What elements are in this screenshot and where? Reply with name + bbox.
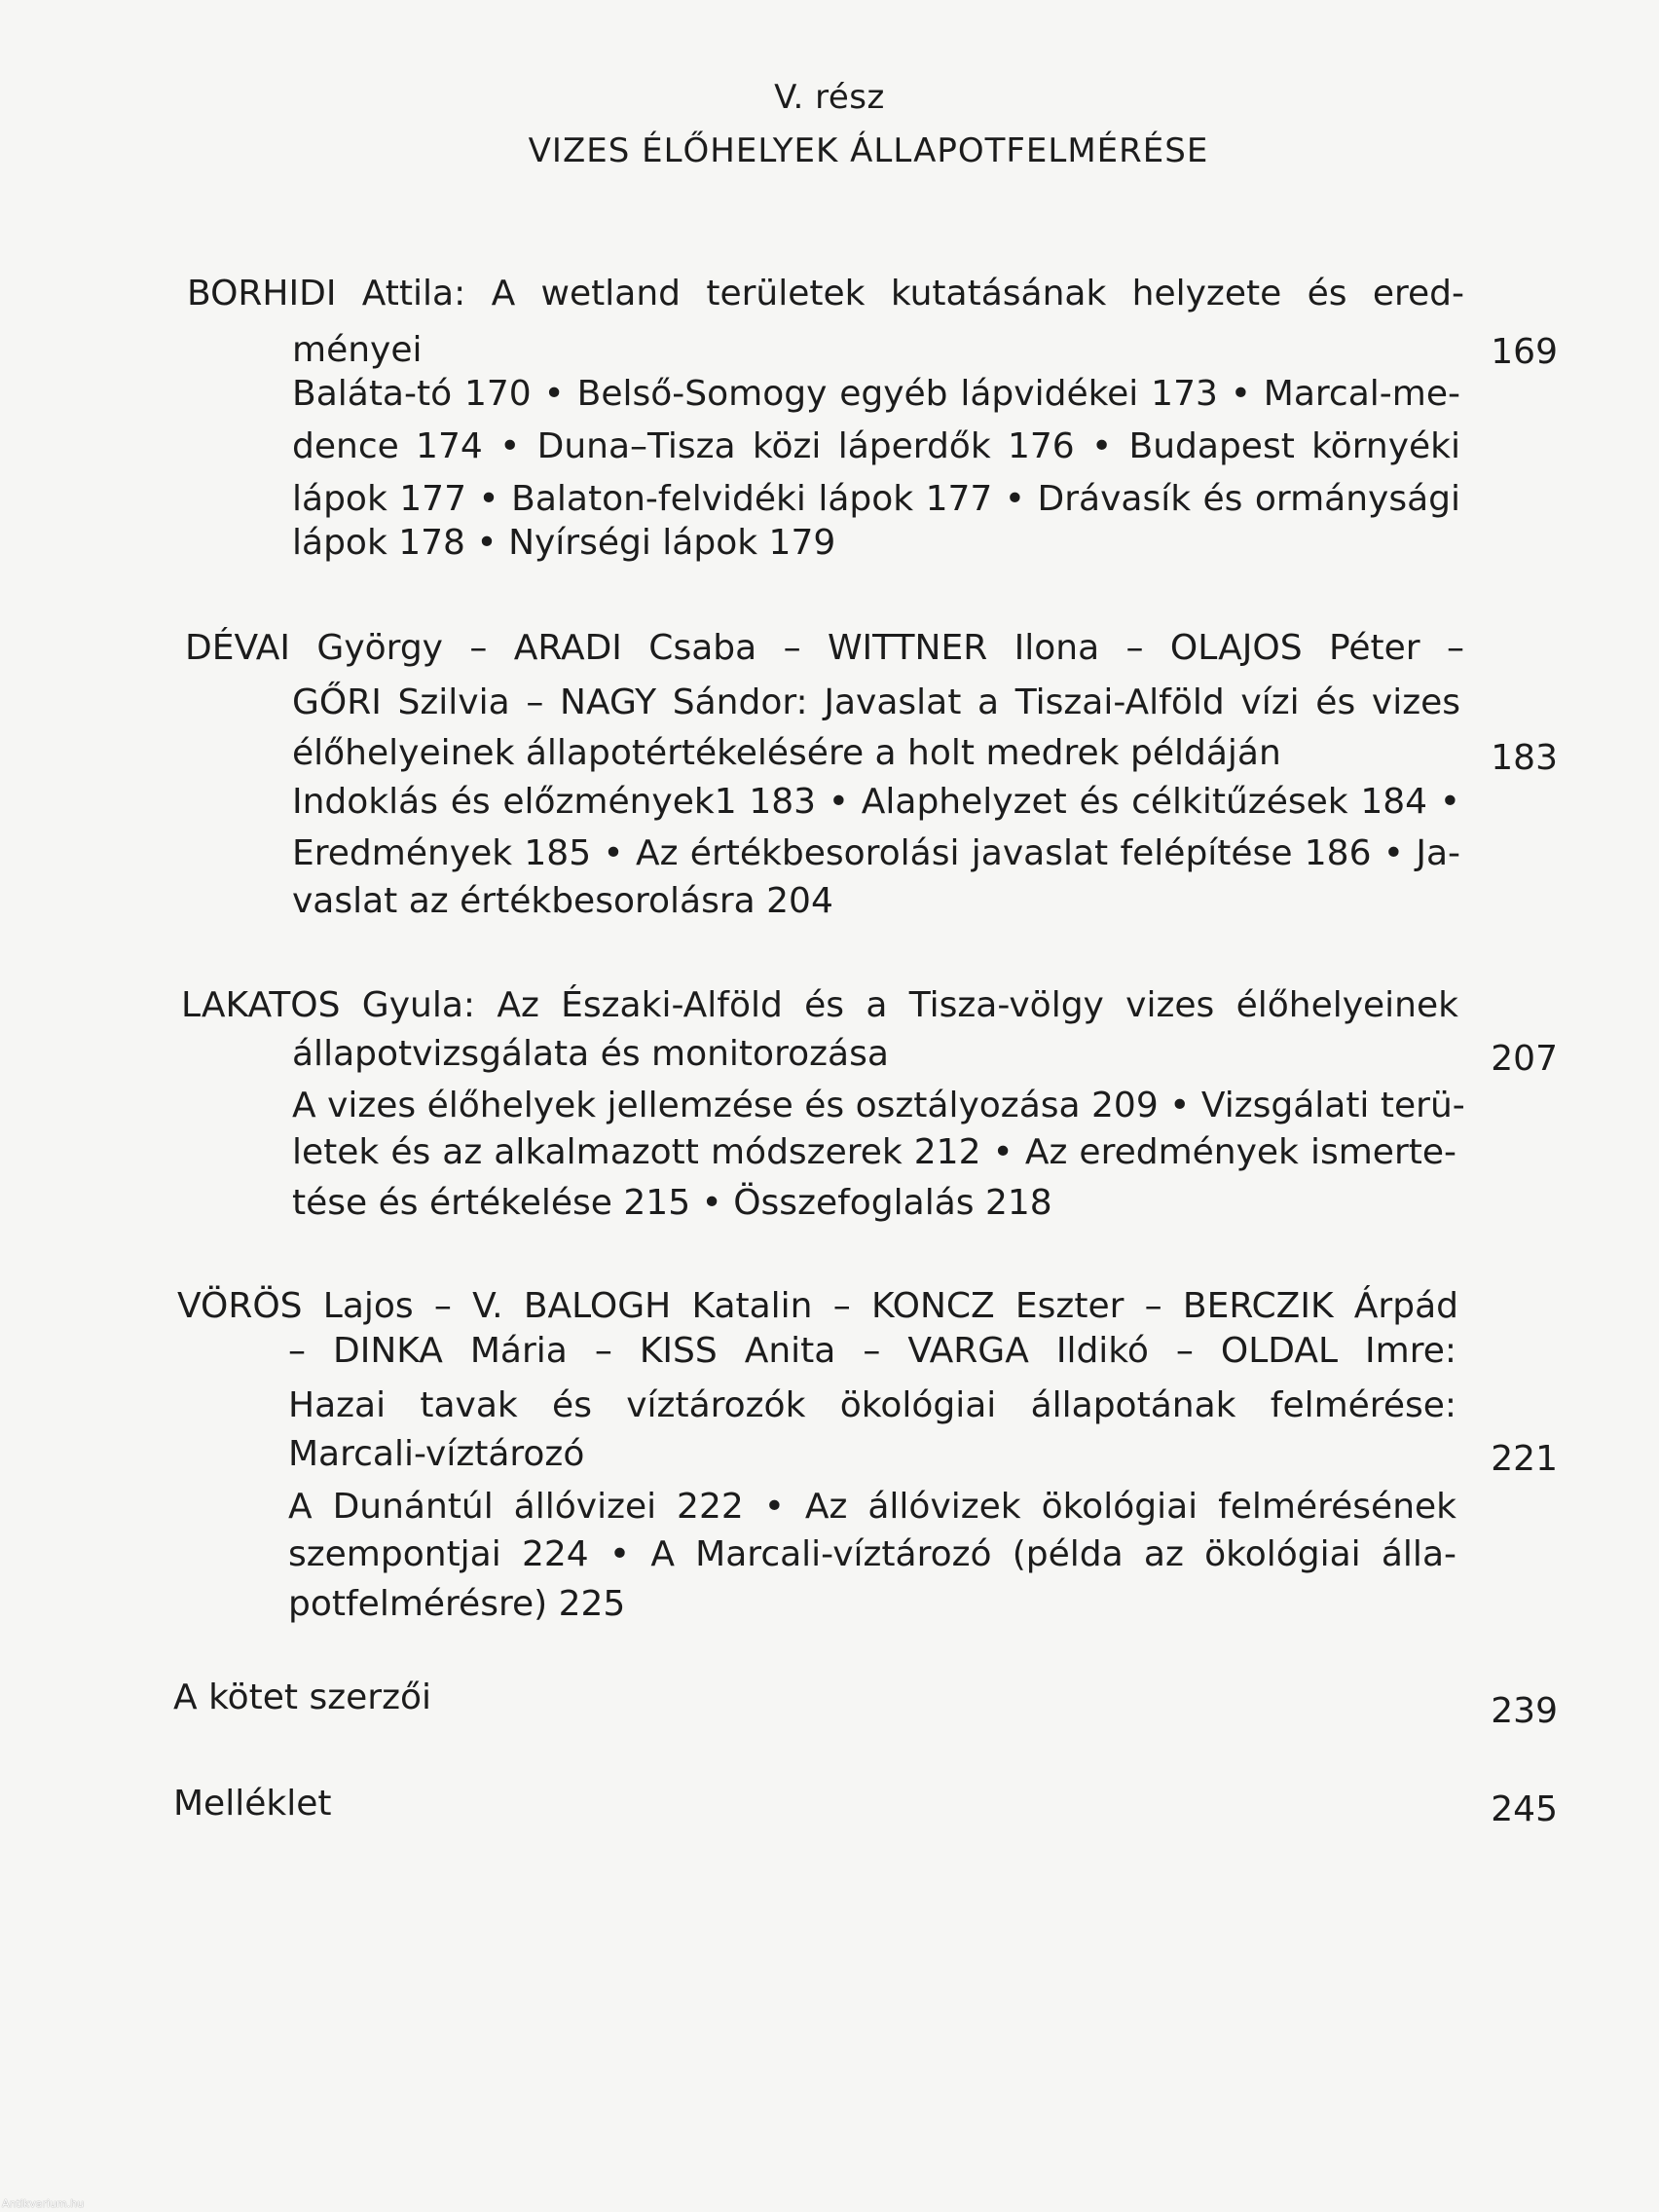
entry-heading-line: állapotvizsgálata és monitorozása <box>292 1034 889 1074</box>
entry-heading-line: Hazai tavak és víztározók ökológiai állapotának felmérése: <box>288 1385 1456 1425</box>
entry-contents-line: Indoklás és előzmények1 183 • Alaphelyzet és célkitűzések 184 • <box>292 782 1460 822</box>
entry-heading-line: – DINKA Mária – KISS Anita – VARGA Ildikó – OLDAL Imre: <box>288 1331 1456 1371</box>
entry-heading-line: ményei <box>292 330 423 370</box>
entry-heading-line: BORHIDI Attila: A wetland területek kutatásának helyzete és ered- <box>187 274 1464 313</box>
entry-contents-line: lápok 177 • Balaton-felvidéki lápok 177 • Drávasík és ormánysági <box>292 479 1460 519</box>
entry-contents-line: A Dunántúl állóvizei 222 • Az állóvizek ökológiai felmérésének <box>288 1487 1456 1527</box>
page-number: 207 <box>1491 1039 1558 1079</box>
entry-contents-line: A vizes élőhelyek jellemzése és osztályozása 209 • Vizsgálati terü- <box>292 1086 1465 1125</box>
entry-heading-line: DÉVAI György – ARADI Csaba – WITTNER Ilona – OLAJOS Péter – <box>185 628 1464 668</box>
entry-contents-line: vaslat az értékbesorolásra 204 <box>292 881 833 921</box>
page-number: 245 <box>1491 1789 1558 1829</box>
part-label: V. rész <box>774 78 885 117</box>
entry-contents-line: lápok 178 • Nyírségi lápok 179 <box>292 523 836 563</box>
entry-contents-line: Eredmények 185 • Az értékbesorolási javaslat felépítése 186 • Ja- <box>292 833 1460 873</box>
entry-heading-line: LAKATOS Gyula: Az Északi-Alföld és a Tisza-völgy vizes élőhelyeinek <box>181 985 1458 1025</box>
entry-heading-line: GŐRI Szilvia – NAGY Sándor: Javaslat a Tiszai-Alföld vízi és vizes <box>292 682 1460 722</box>
watermark: Antikvarium.hu <box>2 2197 85 2210</box>
part-title: VIZES ÉLŐHELYEK ÁLLAPOTFELMÉRÉSE <box>528 131 1209 170</box>
page-number: 239 <box>1491 1691 1558 1731</box>
page-number: 169 <box>1491 332 1558 372</box>
entry-heading-line: Marcali-víztározó <box>288 1434 585 1474</box>
entry-heading-line: A kötet szerzői <box>173 1677 432 1717</box>
entry-contents-line: szempontjai 224 • A Marcali-víztározó (példa az ökológiai álla- <box>288 1534 1456 1574</box>
entry-heading-line: Melléklet <box>173 1784 332 1824</box>
entry-contents-line: tése és értékelése 215 • Összefoglalás 218 <box>292 1183 1052 1223</box>
entry-heading-line: VÖRÖS Lajos – V. BALOGH Katalin – KONCZ Eszter – BERCZIK Árpád <box>177 1286 1458 1326</box>
entry-contents-line: potfelmérésre) 225 <box>288 1584 626 1624</box>
entry-heading-line: élőhelyeinek állapotértékelésére a holt medrek példáján <box>292 733 1281 773</box>
page-number: 221 <box>1491 1439 1558 1479</box>
entry-contents-line: dence 174 • Duna–Tisza közi láperdők 176 • Budapest környéki <box>292 426 1460 466</box>
entry-contents-line: letek és az alkalmazott módszerek 212 • Az eredmények ismerte- <box>292 1132 1456 1172</box>
entry-contents-line: Baláta-tó 170 • Belső-Somogy egyéb lápvidékei 173 • Marcal-me- <box>292 374 1460 414</box>
page-number: 183 <box>1491 738 1558 778</box>
